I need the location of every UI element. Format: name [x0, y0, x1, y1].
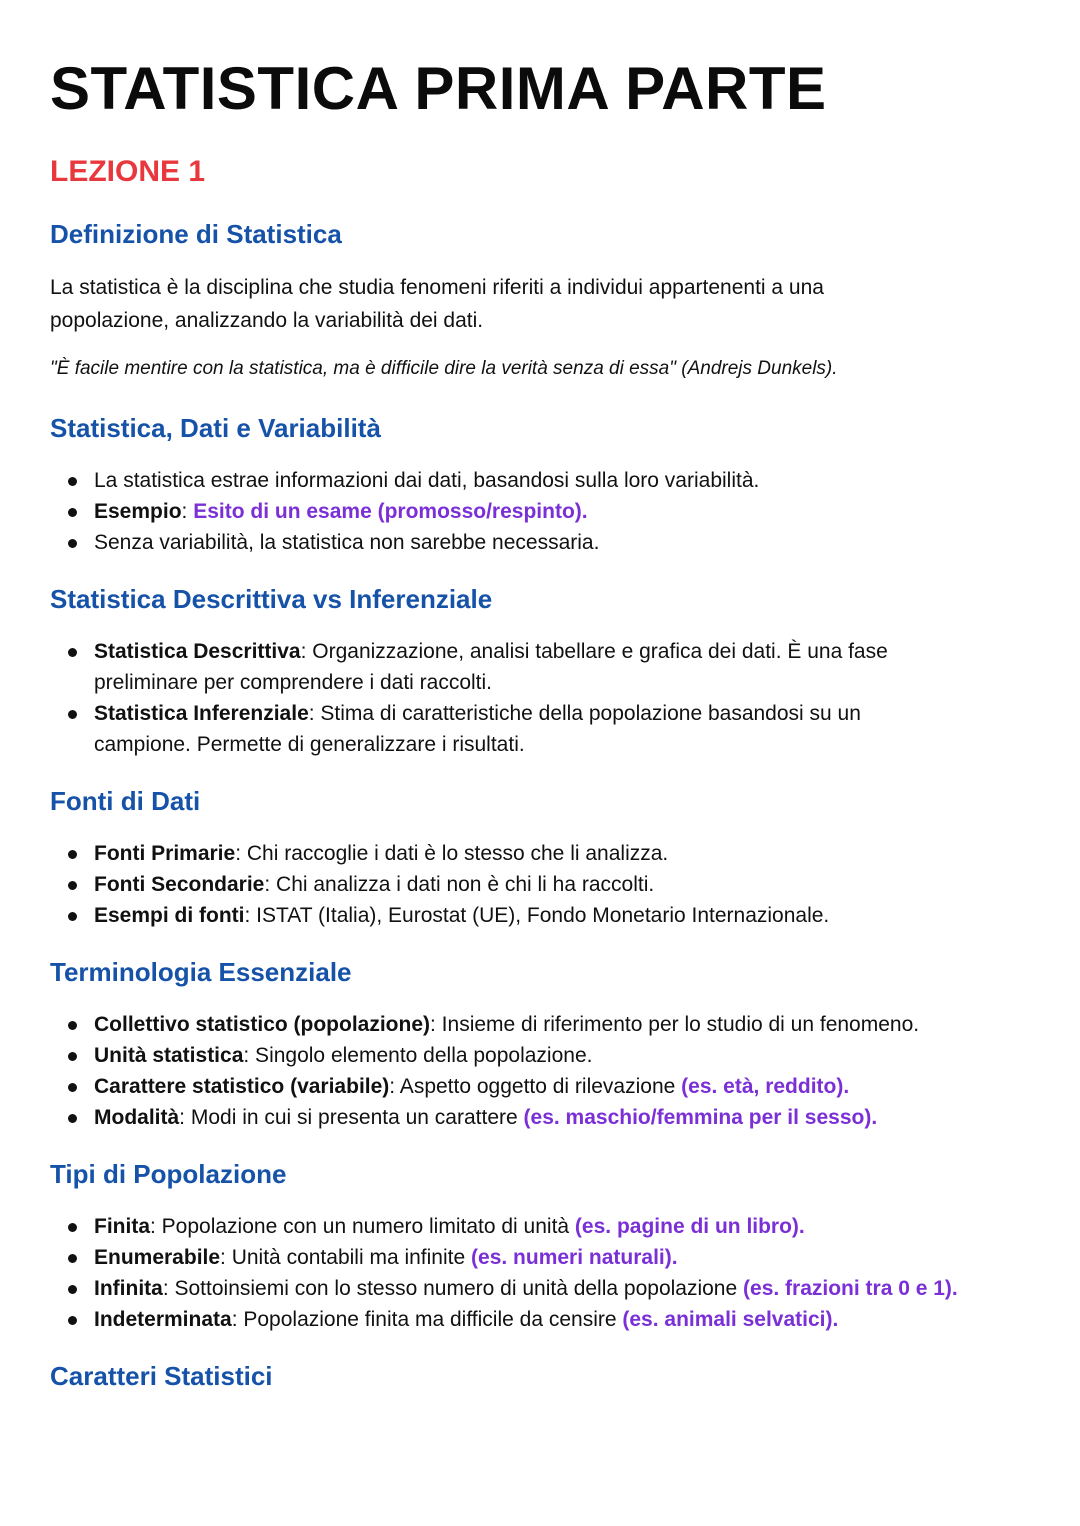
list-terminologia — [50, 1009, 1030, 1133]
definition-paragraph: La statistica è la disciplina che studia fenomeni riferiti a individui appartenenti a una popolazione, analizzando la variabilità dei dati. — [50, 276, 824, 332]
section-heading-variabilita: Statistica, Dati e Variabilità — [50, 413, 381, 443]
list-item: Carattere statistico (variabile): Aspetto oggetto di rilevazione (es. età, reddito). — [50, 1071, 1030, 1102]
list-item: Statistica Descrittiva: Organizzazione, analisi tabellare e grafica dei dati. È una fase preliminare per comprendere i dati raccolti. — [50, 636, 950, 698]
list-item: Enumerabile: Unità contabili ma infinite (es. numeri naturali). — [50, 1242, 1030, 1273]
document-content — [50, 215, 1030, 1395]
list-item: Fonti Secondarie: Chi analizza i dati non è chi li ha raccolti. — [50, 869, 1030, 900]
page-title: STATISTICA PRIMA PARTE — [50, 55, 827, 122]
section-heading-tipi-popolazione: Tipi di Popolazione — [50, 1159, 287, 1189]
list-item: Finita: Popolazione con un numero limitato di unità (es. pagine di un libro). — [50, 1211, 1030, 1242]
list-item: Indeterminata: Popolazione finita ma difficile da censire (es. animali selvatici). — [50, 1304, 1030, 1335]
section-heading-definizione: Definizione di Statistica — [50, 219, 342, 249]
list-descrittiva-inferenziale — [50, 636, 950, 760]
list-item: Infinita: Sottoinsiemi con lo stesso numero di unità della popolazione (es. frazioni tra 0 e 1). — [50, 1273, 1030, 1304]
list-variabilita — [50, 465, 1030, 558]
lesson-label: LEZIONE 1 — [50, 155, 206, 188]
list-item: Esempi di fonti: ISTAT (Italia), Eurostat (UE), Fondo Monetario Internazionale. — [50, 900, 1030, 931]
list-item: Fonti Primarie: Chi raccoglie i dati è lo stesso che li analizza. — [50, 838, 1030, 869]
list-fonti — [50, 838, 1030, 931]
section-heading-terminologia: Terminologia Essenziale — [50, 957, 352, 987]
list-item: Esempio: Esito di un esame (promosso/respinto). — [50, 496, 1030, 527]
section-heading-descrittiva-inferenziale: Statistica Descrittiva vs Inferenziale — [50, 584, 493, 614]
list-item: Senza variabilità, la statistica non sarebbe necessaria. — [50, 527, 1030, 558]
quote: "È facile mentire con la statistica, ma è difficile dire la verità senza di essa" (Andrejs Dunkels). — [50, 358, 838, 379]
list-item: Collettivo statistico (popolazione): Insieme di riferimento per lo studio di un fenomeno. — [50, 1009, 1030, 1040]
section-heading-fonti: Fonti di Dati — [50, 786, 201, 816]
list-item: Modalità: Modi in cui si presenta un carattere (es. maschio/femmina per il sesso). — [50, 1102, 1030, 1133]
list-item: Unità statistica: Singolo elemento della popolazione. — [50, 1040, 1030, 1071]
section-heading-caratteri: Caratteri Statistici — [50, 1361, 273, 1391]
list-item: La statistica estrae informazioni dai dati, basandosi sulla loro variabilità. — [50, 465, 1030, 496]
list-item: Statistica Inferenziale: Stima di caratteristiche della popolazione basandosi su un campione. Permette di generalizzare i risultati. — [50, 698, 950, 760]
list-tipi-popolazione — [50, 1211, 1030, 1335]
